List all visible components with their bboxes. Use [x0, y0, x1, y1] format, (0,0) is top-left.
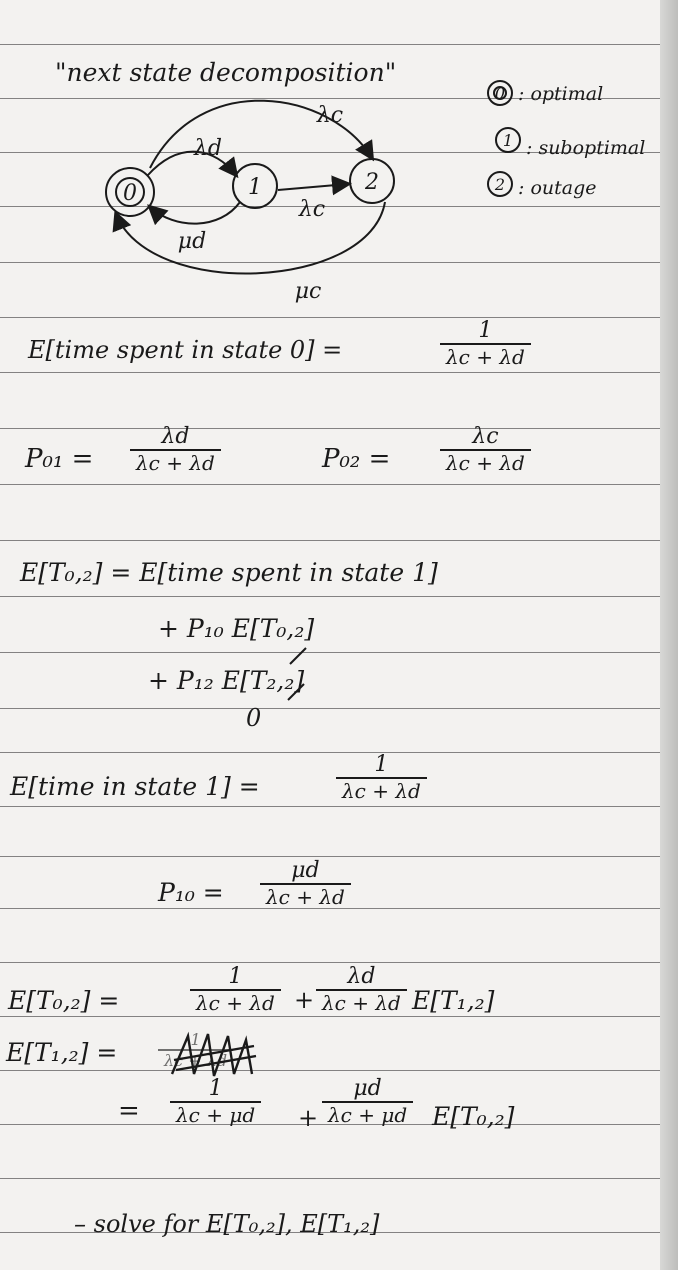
ruled-line	[0, 1070, 678, 1071]
edge-1-to-0	[150, 202, 240, 224]
eq3-line1: E[T₀,₂] = E[time spent in state 1]	[20, 558, 438, 587]
eq2-fraction-p01	[130, 424, 221, 475]
state-1-label: 1	[248, 175, 262, 200]
eq8-plus: +	[298, 1104, 319, 1132]
ruled-line	[0, 428, 678, 429]
eq3-zero: 0	[246, 704, 262, 732]
state-2-label: 2	[365, 170, 379, 195]
eq2-num-p02: λc	[472, 424, 499, 449]
eq1-denominator: λc + λd	[446, 345, 525, 369]
eq6-fraction-b	[316, 964, 407, 1015]
eq3-line2: + P₁₀ E[T₀,₂]	[158, 614, 315, 643]
eq6-num-b: λd	[347, 964, 376, 989]
page-title: "next state decomposition"	[55, 58, 397, 87]
eq6-fraction-a	[190, 964, 281, 1015]
edge-0-to-1	[148, 152, 236, 175]
eq6-den-b: λc + λd	[322, 991, 401, 1015]
cancel-stroke	[290, 648, 306, 664]
ruled-line	[0, 1178, 678, 1179]
eq8-num-a: 1	[208, 1076, 223, 1101]
eq4-fraction	[336, 752, 427, 803]
eq1-fraction	[440, 318, 531, 369]
label-mu-c: μc	[294, 279, 322, 304]
eq5-fraction	[260, 858, 351, 909]
state-0-label: 0	[123, 181, 137, 206]
legend-text-outage: : outage	[518, 177, 597, 199]
eq8-fraction-b	[322, 1076, 413, 1127]
ruled-line	[0, 1016, 678, 1017]
eq2-den-p01: λc + λd	[136, 451, 215, 475]
cancel-stroke	[288, 684, 304, 700]
eq2-num-p01: λd	[161, 424, 190, 449]
label-lambda-c-mid: λc	[298, 197, 326, 222]
label-lambda-c-top: λc	[316, 103, 344, 128]
legend-text-suboptimal: : suboptimal	[526, 137, 646, 159]
eq8-equals: =	[118, 1096, 140, 1126]
eq6-den-a: λc + λd	[196, 991, 275, 1015]
eq8-tail: E[T₀,₂]	[432, 1102, 515, 1131]
edge-1-to-2	[278, 184, 348, 190]
ruled-line	[0, 806, 678, 807]
eq8-den-b: λc + μd	[328, 1103, 408, 1127]
eq5-lhs: P₁₀ =	[158, 878, 224, 907]
legend-symbol-0: 0	[494, 84, 506, 103]
eq6-lhs: E[T₀,₂] =	[8, 986, 120, 1015]
eq7-lhs: E[T₁,₂] =	[6, 1038, 118, 1067]
eq3-cancel-marks	[270, 640, 350, 720]
eq2-den-p02: λc + λd	[446, 451, 525, 475]
ruled-line	[0, 372, 678, 373]
eq1-numerator: 1	[478, 318, 493, 343]
label-mu-d: μd	[177, 229, 207, 254]
eq8-fraction-a	[170, 1076, 261, 1127]
eq1-lhs: E[time spent in state 0] =	[28, 336, 343, 364]
ruled-line	[0, 596, 678, 597]
eq2-lhs-p02: P₀₂ =	[322, 444, 391, 474]
eq2-lhs-p01: P₀₁ =	[25, 444, 94, 474]
legend-symbol-1: 1	[502, 131, 514, 150]
eq8-den-a: λc + μd	[176, 1103, 256, 1127]
eq3-line3: + P₁₂ E[T₂,₂]	[148, 666, 305, 695]
eq4-denominator: λc + λd	[342, 779, 421, 803]
eq7-scribble-num: 1	[190, 1030, 201, 1049]
legend-symbol-2: 2	[494, 175, 506, 194]
state-diagram	[0, 0, 678, 320]
eq8-num-b: μd	[353, 1076, 382, 1101]
label-lambda-d: λd	[193, 136, 223, 161]
solve-note: – solve for E[T₀,₂], E[T₁,₂]	[74, 1210, 380, 1238]
eq7-scribble-den: λc + λd	[164, 1051, 228, 1070]
eq6-tail: E[T₁,₂]	[412, 986, 495, 1015]
eq5-numerator: μd	[291, 858, 320, 883]
legend-text-optimal: : optimal	[518, 83, 604, 105]
eq6-plus: +	[294, 986, 315, 1014]
eq4-lhs: E[time in state 1] =	[10, 772, 260, 801]
eq6-num-a: 1	[228, 964, 243, 989]
eq5-denominator: λc + λd	[266, 885, 345, 909]
eq2-fraction-p02	[440, 424, 531, 475]
ruled-line	[0, 484, 678, 485]
eq4-numerator: 1	[374, 752, 389, 777]
scribble-stroke	[172, 1034, 256, 1076]
ruled-line	[0, 540, 678, 541]
ruled-line	[0, 856, 678, 857]
ruled-line	[0, 962, 678, 963]
